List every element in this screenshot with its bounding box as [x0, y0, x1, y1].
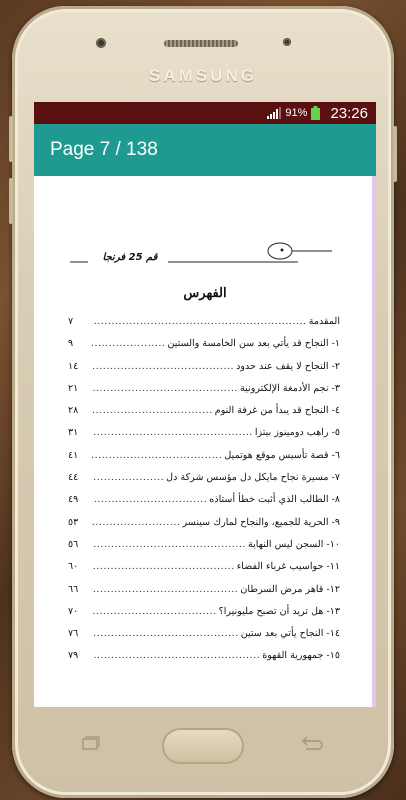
toc-entry-page: ٩	[68, 338, 74, 350]
toc-entry-page: ٢١	[68, 382, 79, 394]
page-indicator: Page 7 / 138	[50, 139, 158, 160]
toc-leader-dots	[92, 584, 238, 595]
toc-entry	[68, 628, 340, 650]
toc-entry-title: ١٣- هل تريد أن تصبح مليونيرا؟	[218, 605, 340, 617]
toc-entry-title: ١٠- السجن ليس النهاية	[247, 538, 340, 550]
toc-leader-dots	[92, 316, 307, 327]
toc-entry	[68, 450, 340, 472]
toc-entry-page: ١٤	[68, 360, 79, 372]
toc-entry-page: ٥٦	[68, 538, 79, 550]
toc-entry-page: ٦٦	[68, 583, 79, 595]
toc-entry-page: ٤١	[68, 449, 79, 461]
toc-entry	[68, 650, 340, 672]
status-bar	[34, 102, 376, 124]
toc-entry-title: ٤- النجاح قد يبدأ من غرفة النوم	[214, 405, 340, 417]
toc-entry-title: ٣- نجم الأدمغة الإلكترونية	[239, 382, 340, 394]
toc-entry	[68, 494, 340, 516]
screen	[34, 102, 376, 707]
toc-entry-page: ٤٤	[68, 472, 79, 484]
status-time: 23:26	[330, 104, 368, 122]
toc-entry-page: ٧٦	[68, 628, 79, 640]
toc-entry-page: ٦٠	[68, 561, 79, 573]
toc-leader-dots	[92, 338, 165, 349]
toc-leader-dots	[92, 628, 239, 639]
device-brand: SAMSUNG	[149, 66, 257, 85]
toc-entry-title: ٧- مسيرة نجاح مايكل دل مؤسس شركة دل	[166, 472, 340, 484]
toc-entry-title: ١- النجاح قد يأتي بعد سن الخامسة والستين	[167, 338, 340, 350]
toc-leader-dots	[92, 650, 260, 661]
page-header-brand: قم 25 فرنجا	[102, 252, 158, 263]
toc-entry	[68, 584, 340, 606]
toc-entry-page: ٣١	[68, 427, 79, 439]
toc-entry-title: ٢- النجاح لا يقف عند حدود	[236, 360, 340, 372]
page-edge	[372, 176, 376, 707]
toc-leader-dots	[92, 472, 164, 483]
toc-entry-title: ٩- الحرية للجميع، والنجاح لمارك سينسر	[182, 516, 340, 528]
battery-icon	[311, 106, 320, 120]
toc-entry-title: المقدمة	[308, 316, 340, 327]
toc-entry-title: ٨- الطالب الذي أثبت خطأ أستاذه	[209, 494, 340, 506]
toc-leader-dots	[92, 517, 180, 528]
toc-entry-page: ٧٩	[68, 650, 79, 662]
toc-entry	[68, 472, 340, 494]
signal-icon	[267, 107, 281, 119]
toc-title: الفهرس	[183, 286, 227, 301]
toc-entry	[68, 561, 340, 583]
volume-button	[9, 116, 13, 162]
toc-entry-title: ١٤- النجاح يأتي بعد ستين	[240, 628, 340, 640]
toc-entry-page: ٧٠	[68, 605, 79, 617]
toc-entry	[68, 383, 340, 405]
toc-leader-dots	[92, 494, 207, 505]
power-button	[393, 126, 397, 182]
toc-leader-dots	[92, 427, 253, 438]
bixby-button	[9, 178, 13, 224]
toc-entry	[68, 606, 340, 628]
recent-apps-icon[interactable]	[82, 736, 100, 750]
table-of-contents	[68, 316, 340, 673]
toc-leader-dots	[92, 561, 235, 572]
toc-leader-dots	[92, 606, 217, 617]
toc-leader-dots	[92, 539, 246, 550]
toc-entry-page: ٤٩	[68, 494, 79, 506]
front-camera-icon	[96, 38, 106, 48]
toc-entry	[68, 361, 340, 383]
toc-entry-title: ١٢- قاهر مرض السرطان	[240, 583, 340, 595]
back-icon[interactable]	[300, 736, 324, 752]
toc-entry	[68, 405, 340, 427]
toc-leader-dots	[92, 405, 213, 416]
toc-entry-title: ١١- حواسيب غرباء الفضاء	[236, 561, 340, 573]
app-bar	[34, 124, 376, 176]
toc-entry	[68, 427, 340, 449]
toc-entry-title: ١٥- جمهورية القهوة	[262, 650, 340, 662]
toc-leader-dots	[92, 450, 222, 461]
battery-percent: 91%	[285, 107, 308, 119]
toc-entry	[68, 316, 340, 338]
toc-entry-page: ٢٨	[68, 405, 79, 417]
document-page[interactable]	[34, 176, 376, 707]
toc-entry	[68, 338, 340, 360]
toc-leader-dots	[92, 361, 234, 372]
toc-entry-page: ٧	[68, 316, 74, 327]
toc-leader-dots	[92, 383, 238, 394]
toc-entry	[68, 517, 340, 539]
toc-entry-page: ٥٣	[68, 516, 79, 528]
toc-entry	[68, 539, 340, 561]
sensor-icon	[283, 38, 291, 46]
toc-entry-title: ٥- راهب دومينوز بيتزا	[254, 427, 340, 439]
home-button[interactable]	[162, 728, 244, 764]
earpiece-speaker	[164, 40, 238, 47]
toc-entry-title: ٦- قصة تأسيس موقع هوتميل	[224, 449, 340, 461]
